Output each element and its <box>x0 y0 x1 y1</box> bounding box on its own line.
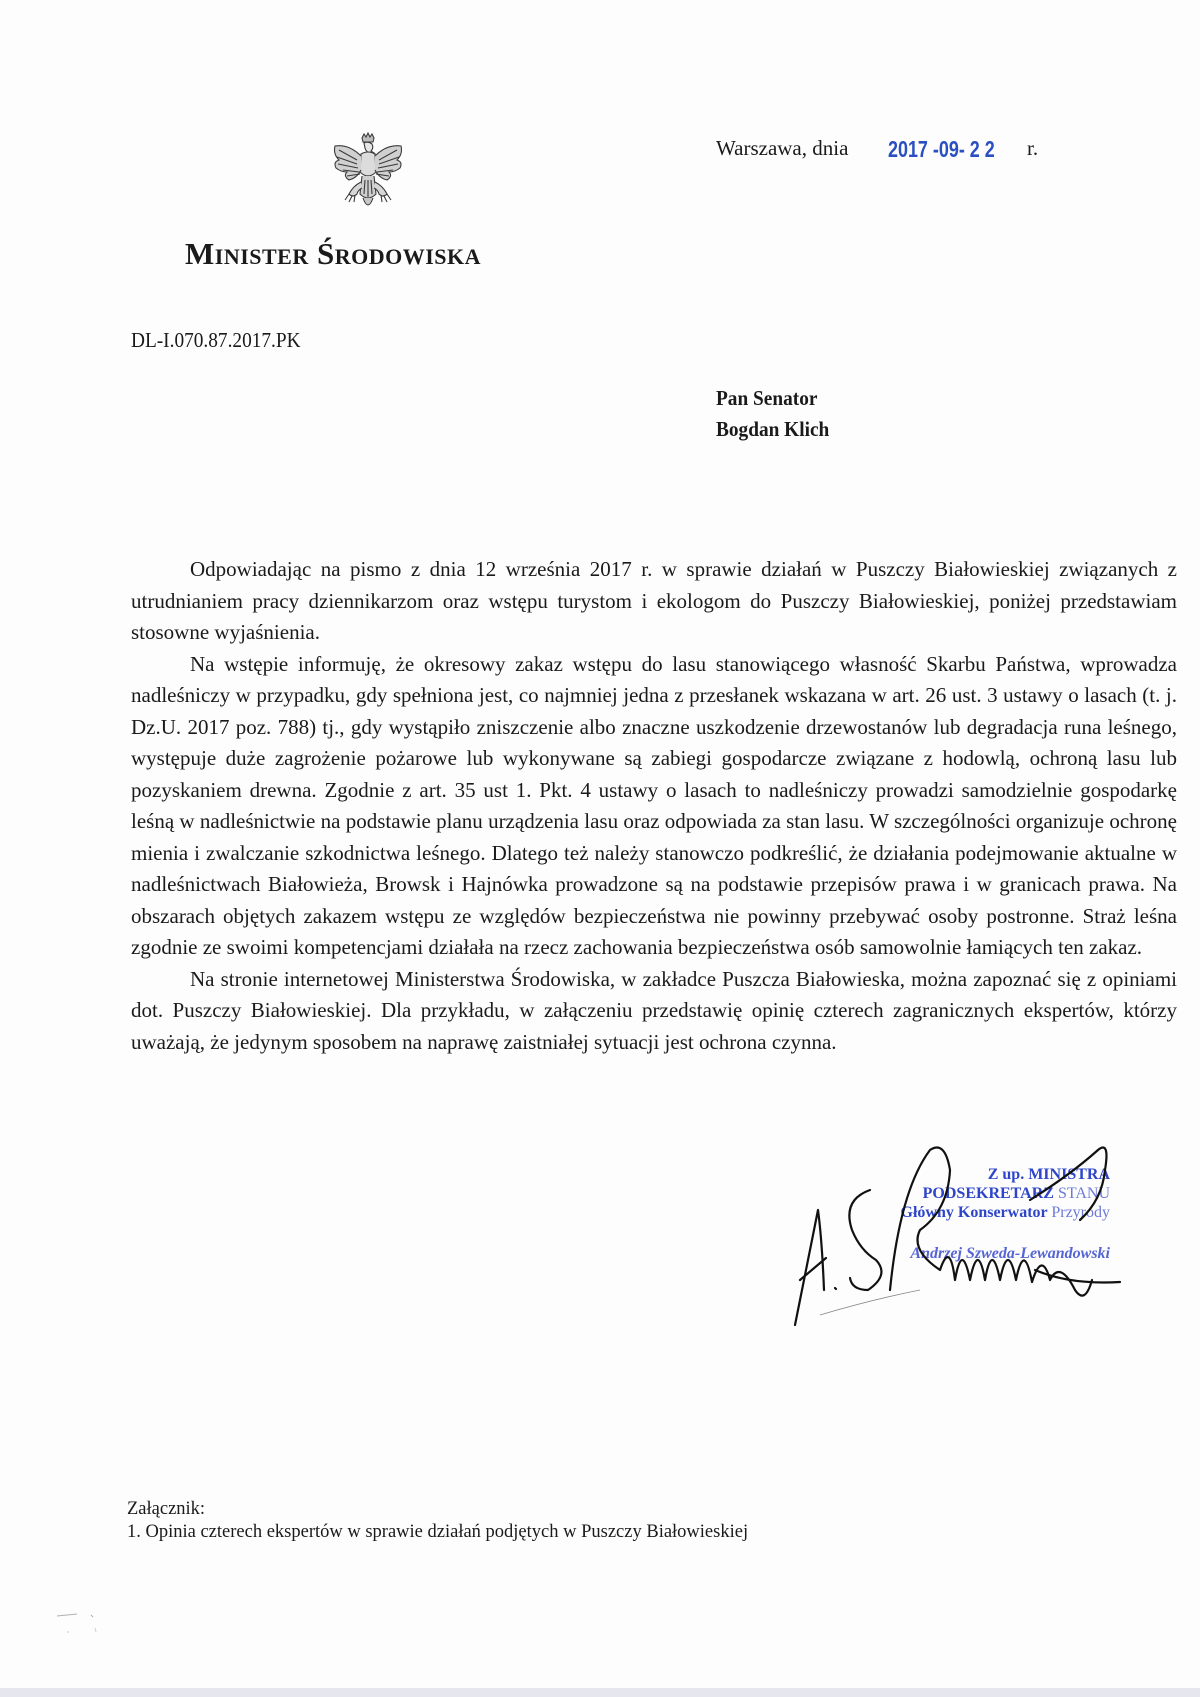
signature-block <box>780 1140 1140 1340</box>
body-paragraph: Na stronie internetowej Ministerstwa Środowiska, w zakładce Puszcza Białowieska, można zapoznać się z opiniami dot. Puszczy Białowieskiej. Dla przykładu, w załączeniu przedstawię opinię czterech zagranicznych ekspertów, którzy uważają, że jedynym sposobem na naprawę zaistniałej sytuacji jest ochrona czynna. <box>131 966 1177 1054</box>
addressee-block <box>716 383 829 445</box>
handwritten-signature-icon <box>780 1140 1140 1340</box>
page-edge <box>0 1688 1200 1697</box>
addressee-title: Pan Senator <box>716 386 818 410</box>
date-suffix: r. <box>1027 136 1039 160</box>
date-stamp: 2017 -09- 2 2 <box>888 136 995 162</box>
stamp-position-bold: PODSEKRETARZ <box>922 1185 1054 1202</box>
stamp-role-bold: Główny Konserwator <box>900 1204 1048 1221</box>
stamp-line-authority: Z up. MINISTRA <box>987 1166 1110 1183</box>
stamp-signatory-name: Andrzej Szweda-Lewandowski <box>910 1245 1110 1262</box>
ministry-title: Minister Środowiska <box>185 236 482 271</box>
stamp-role-light: Przyrody <box>1051 1204 1110 1221</box>
attachment-item: 1. Opinia czterech ekspertów w sprawie działań podjętych w Puszczy Białowieskiej <box>127 1522 749 1542</box>
stamp-position-light: STANU <box>1057 1185 1110 1202</box>
addressee-name: Bogdan Klich <box>716 417 830 441</box>
polish-eagle-emblem-icon <box>327 132 409 216</box>
attachment-label: Załącznik: <box>127 1499 206 1519</box>
reference-number: DL-I.070.87.2017.PK <box>131 328 301 352</box>
place-text: Warszawa, dnia <box>716 136 849 160</box>
attachment-section <box>127 1498 748 1544</box>
body-paragraph: Odpowiadając na pismo z dnia 12 września 2017 r. w sprawie działań w Puszczy Białowieskiej związanych z utrudnianiem pracy dziennikarzom oraz wstępu turystom i ekologom do Puszczy Białowieskiej, poniżej przedstawiam stosowne wyjaśnienia. <box>131 557 1177 644</box>
letter-body <box>131 554 1177 1058</box>
place-label <box>716 136 848 161</box>
scan-artifact-icon <box>55 1610 115 1640</box>
body-paragraph: Na wstępie informuję, że okresowy zakaz wstępu do lasu stanowiącego własność Skarbu Państwa, wprowadza nadleśniczy w przypadku, gdy spełniona jest, co najmniej jedna z przesłanek wskazana w art. 26 ust. 3 ustawy o lasach (t. j. Dz.U. 2017 poz. 788) tj., gdy wystąpiło zniszczenie albo znaczne uszkodzenie drzewostanów lub degradacja runa leśnego, występuje duże zagrożenie pożarowe lub wykonywane są zabiegi gospodarcze związane z hodowlą, ochroną lasu lub pozyskaniem drewna. Zgodnie z art. 35 ust 1. Pkt. 4 ustawy o lasach to nadleśniczy prowadzi samodzielnie gospodarkę leśną w nadleśnictwie na podstawie planu urządzenia lasu oraz odpowiada za stan lasu. W szczególności organizuje ochronę mienia i zwalczanie szkodnictwa leśnego. Dlatego też należy stanowczo podkreślić, że działania podejmowanie aktualne w nadleśnictwach Białowieża, Browsk i Hajnówka prowadzone są na podstawie przepisów prawa i w granicach prawa. Na obszarach objętych zakazem wstępu ze względów bezpieczeństwa nie powinny przebywać osoby postronne. Straż leśna zgodnie ze swoimi kompetencjami działała na rzecz zachowania bezpieczeństwa osób samowolnie łamiących ten zakaz. <box>131 651 1177 959</box>
